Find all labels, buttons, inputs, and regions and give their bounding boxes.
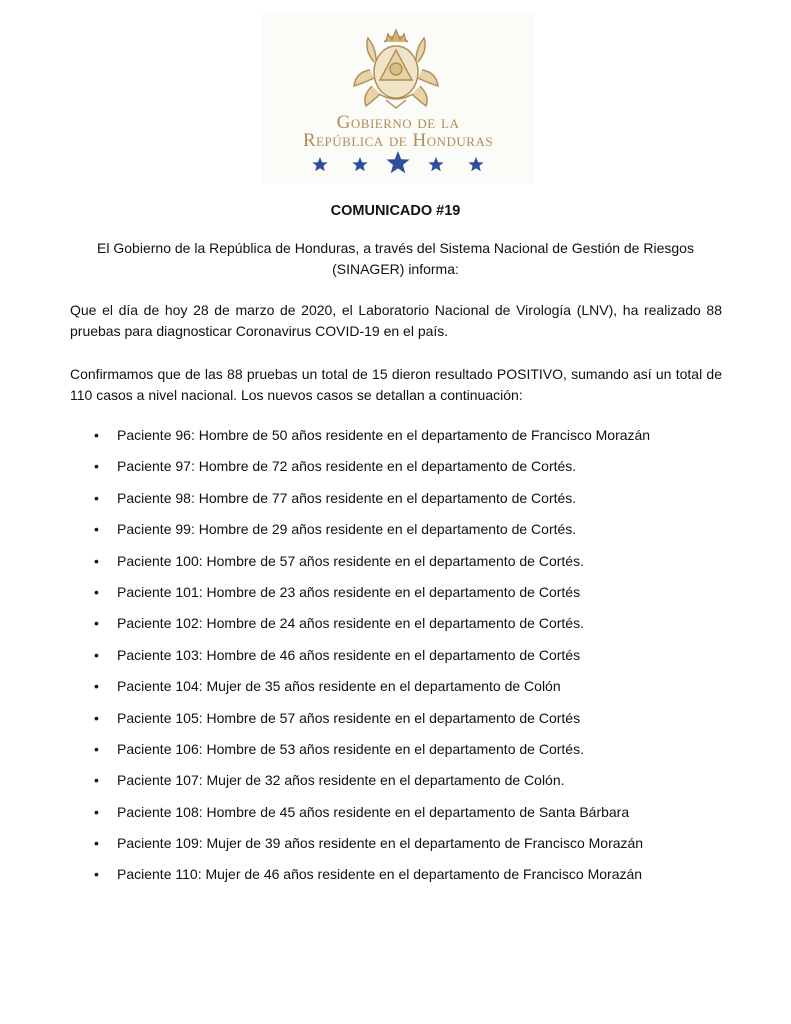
star-icon xyxy=(428,157,443,171)
tests-paragraph: Que el día de hoy 28 de marzo de 2020, el Laboratorio Nacional de Virología (LNV), ha realizado 88 pruebas para diagnosticar Coronavirus COVID-19 en el país. xyxy=(70,302,722,339)
five-stars-icon xyxy=(306,148,490,178)
bullet-dot-icon: • xyxy=(94,521,99,538)
communique-title: COMUNICADO #19 xyxy=(330,203,461,219)
case-text: Paciente 99: Hombre de 29 años residente en el departamento de Cortés. xyxy=(117,521,577,538)
list-item xyxy=(90,770,730,801)
list-item xyxy=(90,582,730,613)
case-text: Paciente 107: Mujer de 32 años residente en el departamento de Colón. xyxy=(117,772,565,789)
case-text: Paciente 100: Hombre de 57 años residente en el departamento de Cortés. xyxy=(117,552,584,569)
case-list xyxy=(90,425,730,896)
list-item xyxy=(90,519,730,550)
results-paragraph: Confirmamos que de las 88 pruebas un total de 15 dieron resultado POSITIVO, sumando así un total de 110 casos a nivel nacional. Los nuevos casos se detallan a continuación: xyxy=(70,366,722,403)
list-item xyxy=(90,488,730,519)
bullet-dot-icon: • xyxy=(94,709,99,726)
case-text: Paciente 108: Hombre de 45 años residente en el departamento de Santa Bárbara xyxy=(117,803,630,820)
bullet-dot-icon: • xyxy=(94,678,99,695)
list-item xyxy=(90,833,730,864)
case-text: Paciente 103: Hombre de 46 años residente en el departamento de Cortés xyxy=(117,646,581,663)
case-text: Paciente 98: Hombre de 77 años residente en el departamento de Cortés. xyxy=(117,489,577,506)
coat-of-arms-icon xyxy=(346,20,446,110)
list-item xyxy=(90,456,730,487)
bullet-dot-icon: • xyxy=(94,552,99,569)
list-item xyxy=(90,425,730,456)
case-text: Paciente 96: Hombre de 50 años residente en el departamento de Francisco Morazán xyxy=(117,427,651,443)
star-icon xyxy=(312,157,327,171)
case-text: Paciente 97: Hombre de 72 años residente en el departamento de Cortés. xyxy=(117,458,577,475)
government-letterhead xyxy=(262,14,534,184)
bullet-dot-icon: • xyxy=(94,489,99,506)
list-item xyxy=(90,551,730,582)
government-name-line1: Gobierno de la xyxy=(336,112,460,133)
bullet-dot-icon: • xyxy=(94,615,99,632)
list-item xyxy=(90,802,730,833)
bullet-dot-icon: • xyxy=(94,740,99,757)
list-item xyxy=(90,645,730,676)
case-text: Paciente 109: Mujer de 39 años residente en el departamento de Francisco Morazán xyxy=(117,835,644,852)
intro-paragraph: El Gobierno de la República de Honduras, a través del Sistema Nacional de Gestión de Riesgos (SINAGER) informa: xyxy=(97,240,694,277)
list-item xyxy=(90,708,730,739)
government-name-line2: República de Honduras xyxy=(302,130,494,151)
case-text: Paciente 106: Hombre de 53 años residente en el departamento de Cortés. xyxy=(117,740,584,757)
bullet-dot-icon: • xyxy=(94,646,99,663)
case-text: Paciente 104: Mujer de 35 años residente en el departamento de Colón xyxy=(117,678,561,695)
bullet-dot-icon: • xyxy=(94,803,99,820)
list-item xyxy=(90,864,730,895)
bullet-dot-icon: • xyxy=(94,458,99,475)
list-item xyxy=(90,739,730,770)
bullet-dot-icon: • xyxy=(94,427,99,443)
star-icon xyxy=(352,157,367,171)
case-text: Paciente 101: Hombre de 23 años residente en el departamento de Cortés xyxy=(117,583,581,600)
bullet-dot-icon: • xyxy=(94,835,99,852)
list-item xyxy=(90,613,730,644)
case-text: Paciente 102: Hombre de 24 años residente en el departamento de Cortés. xyxy=(117,615,584,632)
case-text: Paciente 105: Hombre de 57 años residente en el departamento de Cortés xyxy=(117,709,581,726)
star-icon xyxy=(468,157,483,171)
bullet-dot-icon: • xyxy=(94,583,99,600)
list-item xyxy=(90,676,730,707)
bullet-dot-icon: • xyxy=(94,772,99,789)
bullet-dot-icon: • xyxy=(94,866,99,883)
star-icon xyxy=(386,151,409,173)
case-text: Paciente 110: Mujer de 46 años residente en el departamento de Francisco Morazán xyxy=(117,866,643,883)
